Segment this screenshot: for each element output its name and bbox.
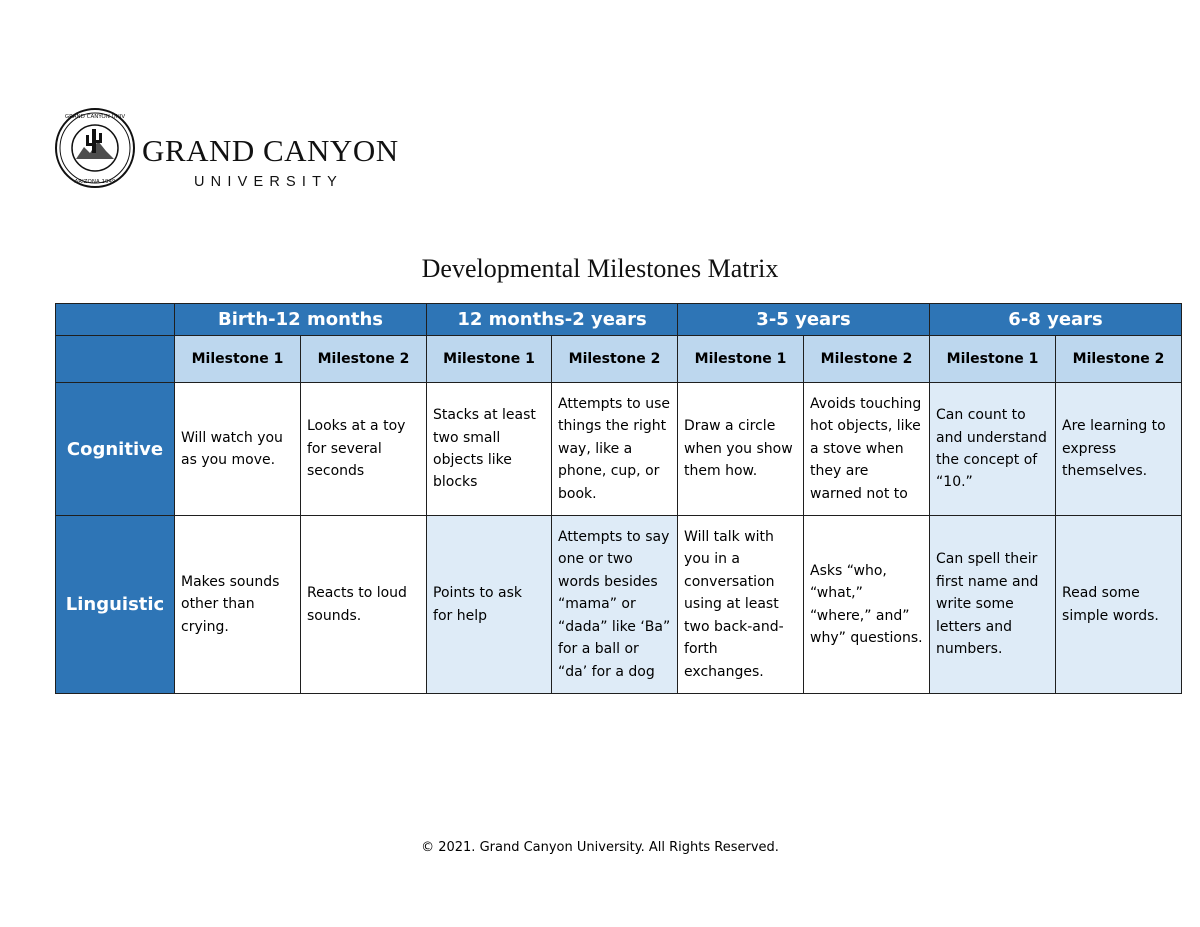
milestone-header: Milestone 1 xyxy=(678,336,804,383)
milestone-cell: Draw a circle when you show them how. xyxy=(678,383,804,516)
milestone-header: Milestone 1 xyxy=(427,336,552,383)
university-seal-icon xyxy=(54,107,136,189)
svg-text:GRAND CANYON UNIV: GRAND CANYON UNIV xyxy=(64,114,126,120)
document-title: Developmental Milestones Matrix xyxy=(421,254,779,283)
milestone-cell: Can spell their first name and write some letters and numbers. xyxy=(930,516,1056,694)
milestone-cell: Stacks at least two small objects like blocks xyxy=(427,383,552,516)
milestones-table xyxy=(55,303,1182,694)
subheader-corner xyxy=(56,336,175,383)
milestone-cell: Can count to and understand the concept of “10.” xyxy=(930,383,1056,516)
milestone-cell: Will talk with you in a conversation using at least two back-and-forth exchanges. xyxy=(678,516,804,694)
age-group-header: 6-8 years xyxy=(930,304,1182,336)
header-corner xyxy=(56,304,175,336)
milestone-cell: Asks “who, “what,” “where,” and” why” questions. xyxy=(804,516,930,694)
age-group-header: Birth-12 months xyxy=(175,304,427,336)
age-group-header-row xyxy=(56,304,1182,336)
milestone-cell: Points to ask for help xyxy=(427,516,552,694)
milestone-cell: Makes sounds other than crying. xyxy=(175,516,301,694)
gcu-logo xyxy=(54,107,434,197)
milestone-cell: Will watch you as you move. xyxy=(175,383,301,516)
table-row-cognitive xyxy=(56,383,1182,516)
milestone-cell: Looks at a toy for several seconds xyxy=(301,383,427,516)
wordmark: GRAND CANYON xyxy=(142,133,399,168)
milestone-header: Milestone 2 xyxy=(301,336,427,383)
milestone-cell: Read some simple words. xyxy=(1056,516,1182,694)
age-group-header: 12 months-2 years xyxy=(427,304,678,336)
age-group-header: 3-5 years xyxy=(678,304,930,336)
wordmark-subtitle: UNIVERSITY xyxy=(194,174,344,190)
domain-label: Cognitive xyxy=(56,383,175,516)
table-row-linguistic xyxy=(56,516,1182,694)
milestone-cell: Are learning to express themselves. xyxy=(1056,383,1182,516)
milestone-header: Milestone 1 xyxy=(930,336,1056,383)
milestone-header-row xyxy=(56,336,1182,383)
domain-label: Linguistic xyxy=(56,516,175,694)
copyright-footer: © 2021. Grand Canyon University. All Rights Reserved. xyxy=(421,840,779,855)
milestone-header: Milestone 2 xyxy=(1056,336,1182,383)
milestone-cell: Attempts to say one or two words besides “mama” or “dada” like ‘Ba” for a ball or “da’ for a dog xyxy=(552,516,678,694)
svg-text:ARIZONA 1949: ARIZONA 1949 xyxy=(74,179,116,185)
milestone-header: Milestone 1 xyxy=(175,336,301,383)
milestone-header: Milestone 2 xyxy=(804,336,930,383)
milestone-cell: Avoids touching hot objects, like a stove when they are warned not to xyxy=(804,383,930,516)
milestone-header: Milestone 2 xyxy=(552,336,678,383)
milestone-cell: Attempts to use things the right way, like a phone, cup, or book. xyxy=(552,383,678,516)
milestone-cell: Reacts to loud sounds. xyxy=(301,516,427,694)
